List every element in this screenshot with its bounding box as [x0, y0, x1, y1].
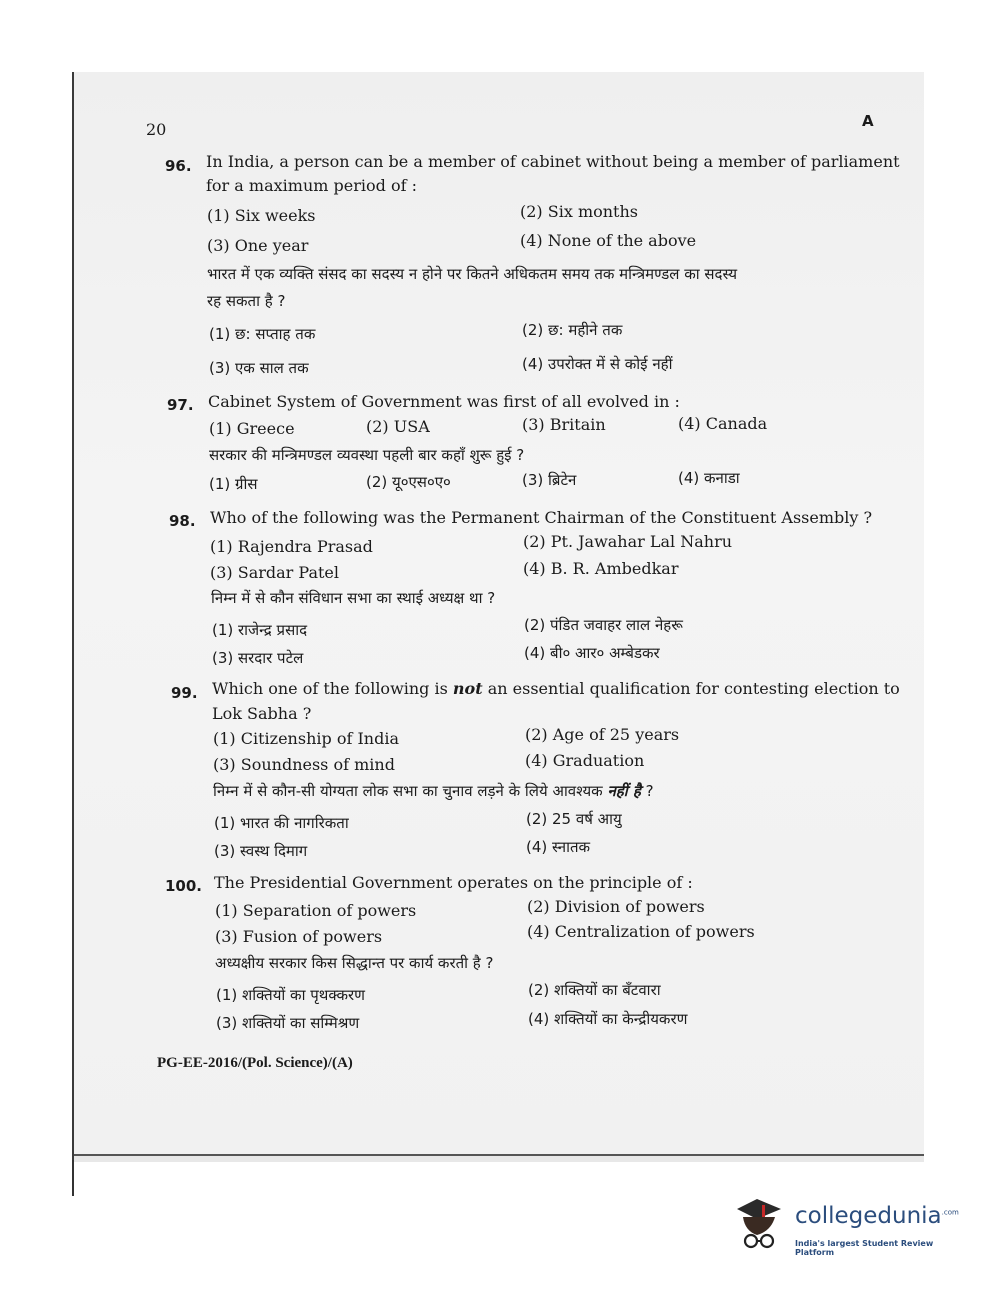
option-hi: (1) शक्तियों का पृथक्करण: [216, 986, 365, 1004]
option-hi: (4) उपरोक्त में से कोई नहीं: [522, 355, 673, 373]
option-en: (3) Britain: [522, 415, 606, 434]
option-en: (2) Division of powers: [527, 897, 705, 916]
option-hi: (2) छ: महीने तक: [522, 321, 623, 339]
question-number: 97.: [167, 396, 194, 414]
question-text-en: for a maximum period of :: [206, 176, 417, 195]
option-en: (3) Fusion of powers: [215, 927, 383, 946]
option-hi: (3) शक्तियों का सम्मिश्रण: [216, 1014, 360, 1032]
question-number: 96.: [165, 157, 192, 175]
option-hi: (2) शक्तियों का बँटवारा: [528, 981, 661, 999]
option-hi: (4) बी० आर० अम्बेडकर: [524, 644, 660, 662]
option-en: (2) Pt. Jawahar Lal Nahru: [523, 532, 733, 551]
collegedunia-watermark: [735, 1195, 960, 1265]
option-hi: (1) राजेन्द्र प्रसाद: [212, 621, 308, 639]
question-text-hi: भारत में एक व्यक्ति संसद का सदस्य न होने पर कितने अधिकतम समय तक मन्त्रिमण्डल का सदस्य: [207, 265, 738, 283]
option-en: (2) Six months: [520, 202, 638, 221]
option-en: (4) Canada: [678, 414, 768, 433]
option-hi: (3) ब्रिटेन: [522, 471, 577, 489]
question-number: 99.: [171, 684, 198, 702]
brand-tagline: India's largest Student Review Platform: [795, 1239, 934, 1257]
option-hi: (3) स्वस्थ दिमाग: [214, 842, 308, 860]
option-en: (4) Centralization of powers: [527, 922, 755, 941]
question-text-hi: निम्न में से कौन-सी योग्यता लोक सभा का चुनाव लड़ने के लिये आवश्यक नहीं है ?: [213, 782, 654, 800]
question-text-en: Who of the following was the Permanent Chairman of the Constituent Assembly ?: [210, 508, 873, 527]
scanned-page: [72, 72, 924, 1162]
option-en: (1) Greece: [209, 419, 295, 438]
option-hi: (4) कनाडा: [678, 469, 740, 487]
option-en: (2) USA: [366, 417, 430, 436]
option-hi: (1) ग्रीस: [209, 475, 258, 493]
option-hi: (3) सरदार पटेल: [212, 649, 304, 667]
question-text-hi: अध्यक्षीय सरकार किस सिद्धान्त पर कार्य करती है ?: [215, 954, 494, 972]
option-en: (3) Soundness of mind: [213, 755, 395, 774]
option-en: (1) Six weeks: [207, 206, 316, 225]
question-text-en: Cabinet System of Government was first of all evolved in :: [208, 392, 680, 411]
question-text-hi: निम्न में से कौन संविधान सभा का स्थाई अध्यक्ष था ?: [211, 589, 496, 607]
question-text-en: In India, a person can be a member of cabinet without being a member of parliament: [206, 152, 900, 171]
option-hi: (3) एक साल तक: [209, 359, 309, 377]
option-en: (3) Sardar Patel: [210, 563, 340, 582]
option-en: (4) Graduation: [525, 751, 645, 770]
question-text-hi: रह सकता है ?: [207, 292, 286, 310]
option-en: (4) B. R. Ambedkar: [523, 559, 679, 578]
question-text-en: Lok Sabha ?: [212, 704, 312, 723]
paper-code-footer: PG-EE-2016/(Pol. Science)/(A): [157, 1055, 353, 1071]
option-en: (1) Separation of powers: [215, 901, 417, 920]
option-hi: (1) छ: सप्ताह तक: [209, 325, 316, 343]
option-en: (1) Citizenship of India: [213, 729, 399, 748]
option-hi: (4) शक्तियों का केन्द्रीयकरण: [528, 1010, 688, 1028]
option-hi: (1) भारत की नागरिकता: [214, 814, 349, 832]
mascot-icon: [735, 1195, 793, 1257]
question-number: 100.: [165, 877, 203, 895]
question-text-en: Which one of the following is not an essential qualification for contesting election to: [212, 679, 900, 698]
set-code: A: [862, 112, 874, 130]
option-en: (2) Age of 25 years: [525, 725, 680, 744]
option-en: (1) Rajendra Prasad: [210, 537, 373, 556]
page-number: 20: [146, 120, 167, 139]
option-hi: (2) यू०एस०ए०: [366, 473, 451, 491]
brand-name: collegedunia$^{.com}$: [795, 1203, 959, 1229]
question-text-hi: सरकार की मन्त्रिमण्डल व्यवस्था पहली बार कहाँ शुरू हुई ?: [209, 446, 525, 464]
question-number: 98.: [169, 512, 196, 530]
scan-edge: [72, 1160, 74, 1196]
option-hi: (2) 25 वर्ष आयु: [526, 810, 622, 828]
option-hi: (2) पंडित जवाहर लाल नेहरू: [524, 616, 683, 634]
question-text-en: The Presidential Government operates on the principle of :: [214, 873, 693, 892]
option-en: (4) None of the above: [520, 231, 697, 250]
option-en: (3) One year: [207, 236, 309, 255]
option-hi: (4) स्नातक: [526, 838, 591, 856]
